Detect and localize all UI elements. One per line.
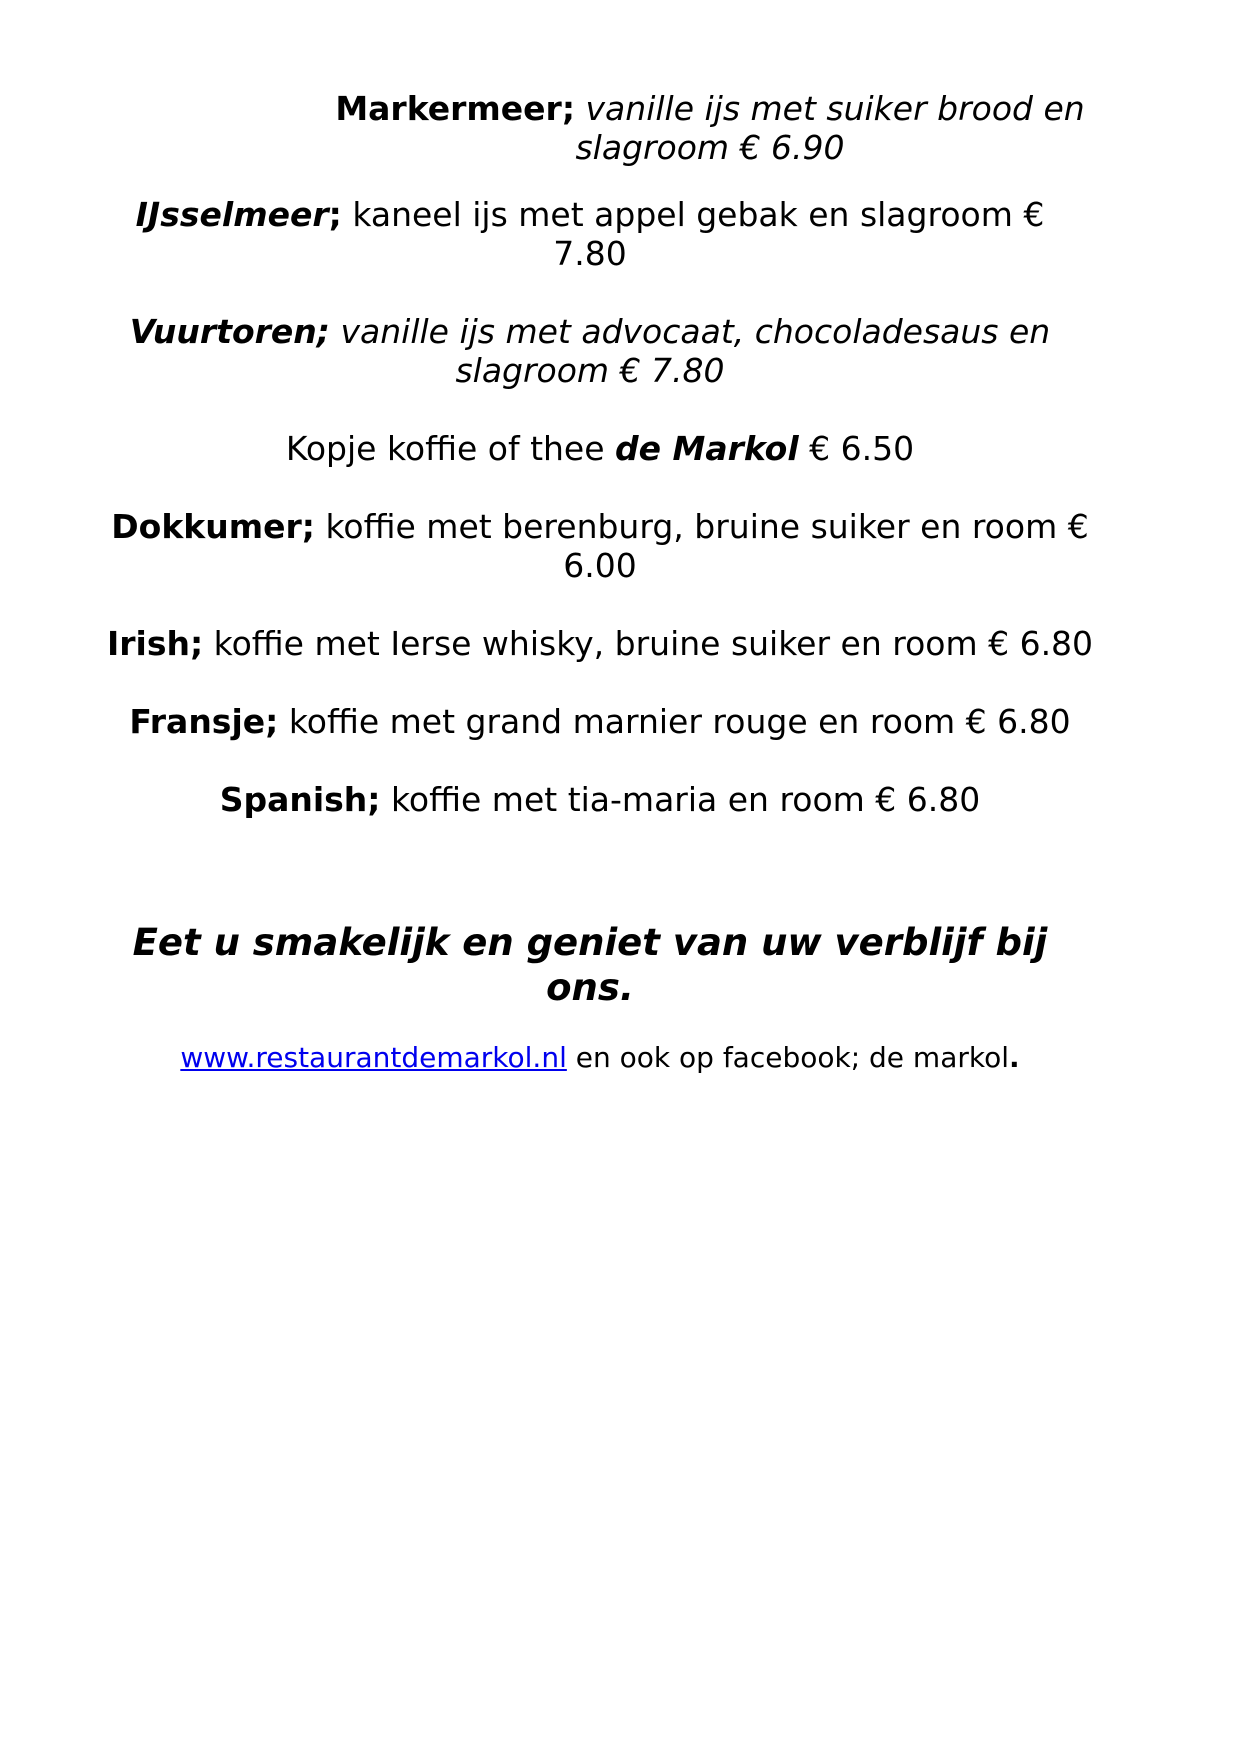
- coffee-intro-prefix: Kopje koffie of thee: [285, 429, 616, 468]
- menu-item-ijsselmeer: [110, 195, 1070, 273]
- item-name: IJsselmeer: [135, 195, 329, 234]
- item-description: koffie met Ierse whisky, bruine suiker en room € 6.80: [203, 624, 1094, 663]
- facebook-text: en ook op facebook; de markol: [566, 1041, 1010, 1074]
- item-name: Vuurtoren;: [129, 312, 330, 351]
- website-link[interactable]: www.restaurantdemarkol.nl: [180, 1041, 567, 1074]
- item-description: kaneel ijs met appel gebak en slagroom € 7.80: [341, 195, 1045, 273]
- brand-name: de Markol: [615, 429, 799, 468]
- item-description: koffie met grand marnier rouge en room € 6.80: [278, 702, 1071, 741]
- item-description: vanille ijs met advocaat, chocoladesaus en slagroom € 7.80: [330, 312, 1051, 390]
- menu-item-dokkumer: [80, 507, 1120, 585]
- menu-item-coffee-tea: [80, 429, 1120, 468]
- menu-item-irish: [80, 624, 1120, 663]
- item-separator: ;: [328, 195, 342, 234]
- item-name: Irish;: [106, 624, 204, 663]
- coffee-intro-price: € 6.50: [798, 429, 915, 468]
- menu-item-markermeer: [300, 89, 1120, 167]
- menu-item-spanish: [80, 780, 1120, 819]
- footer: [80, 1040, 1120, 1076]
- item-description: koffie met berenburg, bruine suiker en room € 6.00: [314, 507, 1089, 585]
- menu-item-vuurtoren: [110, 312, 1070, 390]
- item-description: koffie met tia-maria en room € 6.80: [380, 780, 981, 819]
- item-name: Fransje;: [129, 702, 279, 741]
- footer-period: .: [1009, 1041, 1020, 1074]
- item-name: Spanish;: [219, 780, 381, 819]
- item-description: vanille ijs met suiker brood en slagroom € 6.90: [575, 89, 1085, 167]
- closing-message: Eet u smakelijk en geniet van uw verblijf bij ons.: [132, 921, 1048, 1009]
- item-name: Dokkumer;: [111, 507, 315, 546]
- menu-item-fransje: [80, 702, 1120, 741]
- item-name: Markermeer;: [335, 89, 576, 128]
